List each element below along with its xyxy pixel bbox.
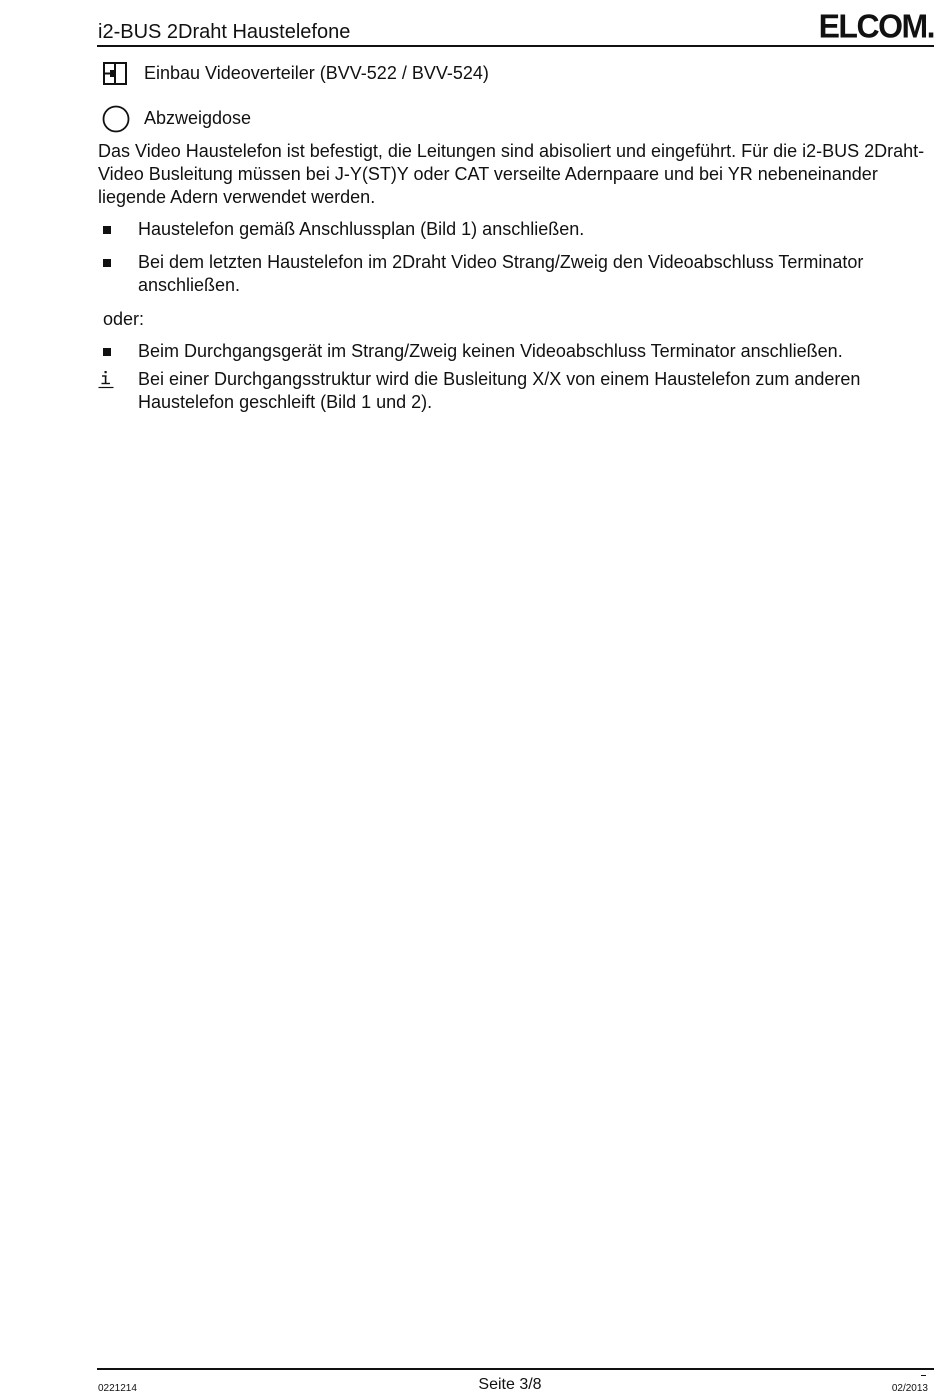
list-item-text: Haustelefon gemäß Anschlussplan (Bild 1) anschließen.	[138, 219, 585, 239]
legend-item-junction-box	[100, 103, 251, 133]
document-title: i2-BUS 2Draht Haustelefone	[98, 21, 351, 43]
junction-box-icon	[100, 103, 132, 133]
info-icon	[98, 368, 114, 390]
footer-document-code: 0221214	[98, 1383, 137, 1394]
footer-date: 02/2013	[891, 1383, 928, 1394]
list-item	[98, 340, 934, 363]
info-note-text: Bei einer Durchgangsstruktur wird die Busleitung X/X von einem Haustelefon zum anderen Haustelefon geschleift (Bild 1 und 2).	[138, 369, 861, 412]
legend-label: Einbau Videoverteiler (BVV-522 / BVV-524)	[144, 63, 489, 83]
legend-label: Abzweigdose	[144, 108, 252, 128]
square-bullet-icon	[103, 259, 111, 267]
header-divider	[97, 45, 934, 47]
list-item-text: Beim Durchgangsgerät im Strang/Zweig keinen Videoabschluss Terminator anschließen.	[138, 341, 843, 361]
oder-label: oder:	[103, 309, 145, 329]
page-number: Seite 3/8	[478, 1376, 542, 1393]
elcom-logo: ELCOM.	[818, 7, 934, 45]
square-bullet-icon	[103, 348, 111, 356]
video-distributor-icon	[100, 58, 132, 88]
list-item-text: Bei dem letzten Haustelefon im 2Draht Video Strang/Zweig den Videoabschluss Terminator anschließen.	[138, 252, 864, 295]
legend-item-video-distributor	[100, 58, 489, 88]
info-note	[98, 368, 934, 414]
square-bullet-icon	[103, 226, 111, 234]
footer-tick-mark	[921, 1375, 926, 1376]
list-item	[98, 251, 934, 297]
footer-divider	[97, 1368, 934, 1370]
list-item	[98, 218, 934, 241]
intro-paragraph: Das Video Haustelefon ist befestigt, die Leitungen sind abisoliert und eingeführt. Für die i2-BUS 2Draht- Video Busleitung müssen bei J-Y(ST)Y oder CAT verseilte Adernpaare und bei YR nebeneinander liegende Adern verwendet werden.	[98, 141, 925, 207]
